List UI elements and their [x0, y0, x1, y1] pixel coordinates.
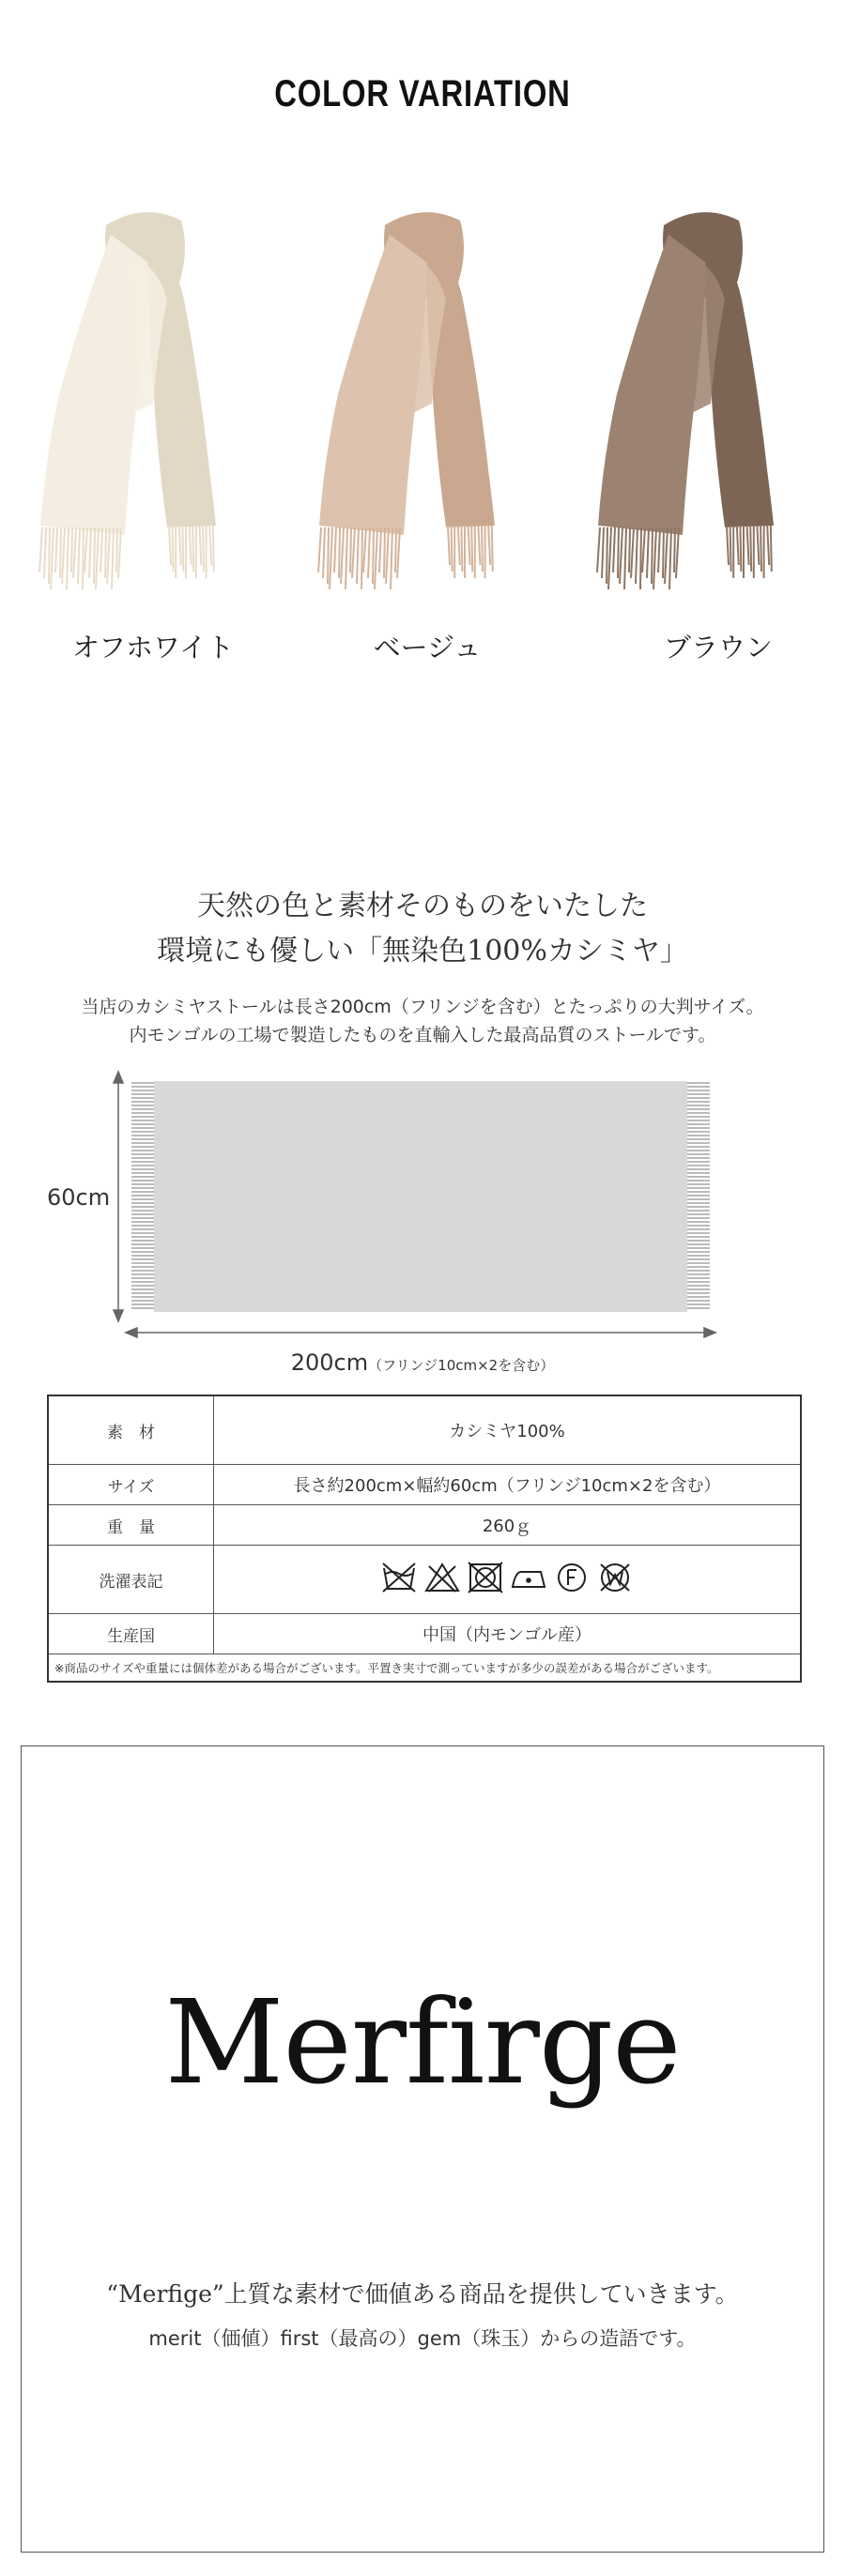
low-iron-icon [510, 1561, 547, 1594]
scarf-image-beige [296, 197, 549, 610]
section-title: COLOR VARIATION [274, 73, 571, 114]
spec-note: ※商品のサイズや重量には個体差がある場合がございます。平置き実寸で測っていますが多少の誤差がある場合がございます。 [48, 1654, 801, 1683]
origin-label: 生産国 [48, 1614, 214, 1654]
color-label-brown: ブラウン [663, 632, 773, 663]
description-line1: 当店のカシミヤストールは長さ200cm（フリンジを含む）とたっぷりの大判サイズ。 [81, 997, 764, 1017]
fringe-right [687, 1083, 710, 1308]
no-tumble-dry-icon [467, 1561, 504, 1594]
scarf-image-offwhite [17, 197, 270, 610]
color-label-beige: ベージュ [373, 632, 482, 663]
description-line2: 内モンゴルの工場で製造したものを直輸入した最高品質のストールです。 [129, 1025, 716, 1045]
width-arrow [126, 1328, 715, 1337]
brand-origin: merit（価値）first（最高の）gem（珠玉）からの造語です。 [148, 2327, 697, 2350]
dry-clean-f-icon [553, 1561, 591, 1594]
material-value: カシミヤ100% [214, 1395, 802, 1465]
brand-tagline: “Merfige”上質な素材で価値ある商品を提供していきます。 [106, 2280, 739, 2308]
height-arrow [114, 1072, 123, 1321]
fringe-left [131, 1083, 154, 1308]
headline-line1: 天然の色と素材そのものをいたした [197, 890, 648, 922]
brand-box [21, 1745, 824, 2553]
care-icons-cell [214, 1546, 802, 1614]
scarf-offwhite-illustration [17, 197, 270, 610]
width-note: （フリンジ10cm×2を含む） [368, 1357, 555, 1374]
weight-label: 重 量 [48, 1505, 214, 1546]
care-label: 洗濯表記 [48, 1546, 214, 1614]
origin-value: 中国（内モンゴル産） [214, 1614, 802, 1654]
material-label: 素 材 [48, 1395, 214, 1465]
color-label-offwhite: オフホワイト [71, 632, 235, 663]
no-wet-clean-icon [596, 1561, 634, 1594]
width-label: 200cm [290, 1349, 369, 1376]
brand-logo: Merfirge [164, 1975, 681, 2111]
care-icons [380, 1561, 634, 1594]
scarf-brown-illustration [575, 197, 828, 610]
no-wash-icon [380, 1561, 418, 1594]
no-bleach-icon [423, 1561, 461, 1594]
spec-table [47, 1395, 802, 1683]
height-label: 60cm [47, 1184, 111, 1211]
headline-line2: 環境にも優しい「無染色100%カシミヤ」 [157, 935, 688, 968]
size-diagram [101, 1070, 740, 1379]
size-label: サイズ [48, 1465, 214, 1505]
width-label-group [0, 1349, 845, 1376]
stole-body [154, 1081, 687, 1312]
scarf-beige-illustration [296, 197, 549, 610]
weight-value: 260ｇ [214, 1505, 802, 1546]
size-value: 長さ約200cm×幅約60cm（フリンジ10cm×2を含む） [214, 1465, 802, 1505]
scarf-image-brown [575, 197, 828, 610]
